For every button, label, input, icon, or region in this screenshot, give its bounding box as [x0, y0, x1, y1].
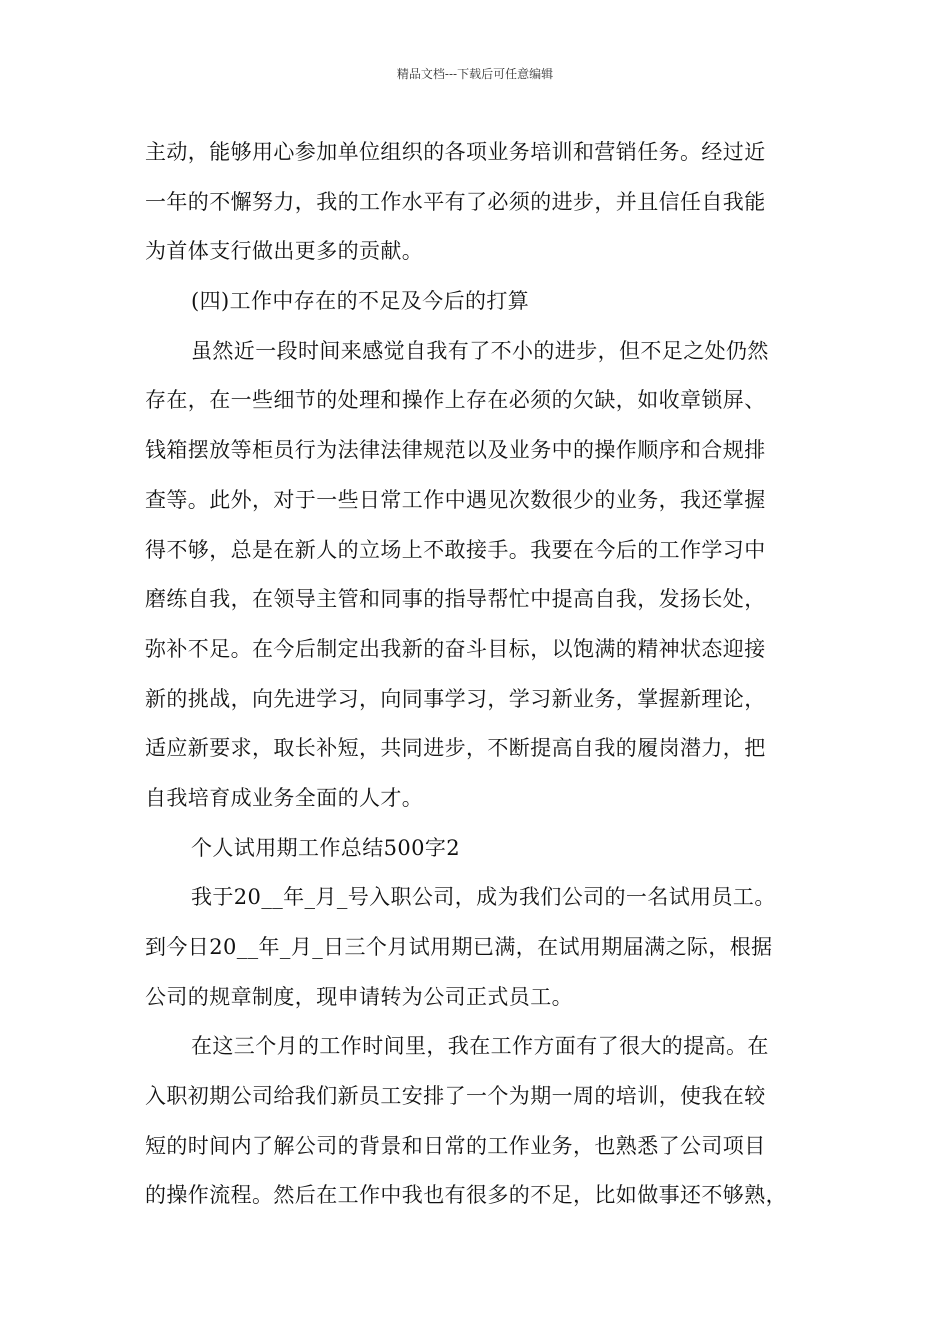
text-line: 主动，能够用心参加单位组织的各项业务培训和营销任务。经过近: [145, 140, 766, 164]
text-line: 新的挑战，向先进学习，向同事学习，学习新业务，掌握新理论，: [145, 686, 766, 711]
text-line: 入职初期公司给我们新员工安排了一个为期一周的培训，使我在较: [145, 1084, 766, 1109]
text-line: 钱箱摆放等柜员行为法律法律规范以及业务中的操作顺序和合规排: [145, 438, 766, 463]
text-line: 虽然近一段时间来感觉自我有了不小的进步，但不足之处仍然: [191, 338, 769, 363]
text-line: 我于20__年_月_号入职公司，成为我们公司的一名试用员工。: [191, 885, 776, 910]
section-heading: (四)工作中存在的不足及今后的打算: [191, 289, 530, 314]
text-line: 的操作流程。然后在工作中我也有很多的不足，比如做事还不够熟，: [145, 1183, 787, 1208]
text-line: 到今日20__年_月_日三个月试用期已满，在试用期届满之际，根据: [145, 935, 773, 959]
text-line: 适应新要求，取长补短，共同进步，不断提高自我的履岗潜力，把: [145, 736, 766, 761]
text-line: 查等。此外，对于一些日常工作中遇见次数很少的业务，我还掌握: [145, 487, 766, 512]
section-title: 个人试用期工作总结500字2: [191, 835, 461, 860]
text-line: 一年的不懈努力，我的工作水平有了必须的进步，并且信任自我能: [145, 189, 766, 214]
text-line: 在这三个月的工作时间里，我在工作方面有了很大的提高。在: [191, 1034, 769, 1059]
text-line: 公司的规章制度，现申请转为公司正式员工。: [145, 984, 573, 1009]
text-line: 为首体支行做出更多的贡献。: [145, 239, 424, 264]
text-line: 自我培育成业务全面的人才。: [145, 785, 424, 810]
text-line: 存在，在一些细节的处理和操作上存在必须的欠缺，如收章锁屏、: [145, 388, 766, 413]
page-header: 精品文档---下载后可任意编辑: [396, 67, 554, 81]
text-line: 弥补不足。在今后制定出我新的奋斗目标，以饱满的精神状态迎接: [145, 636, 766, 661]
text-line: 短的时间内了解公司的背景和日常的工作业务，也熟悉了公司项目: [145, 1133, 766, 1158]
text-line: 磨练自我，在领导主管和同事的指导帮忙中提高自我，发扬长处，: [145, 587, 766, 612]
text-line: 得不够，总是在新人的立场上不敢接手。我要在今后的工作学习中: [145, 537, 766, 562]
document-body: [145, 128, 810, 1221]
